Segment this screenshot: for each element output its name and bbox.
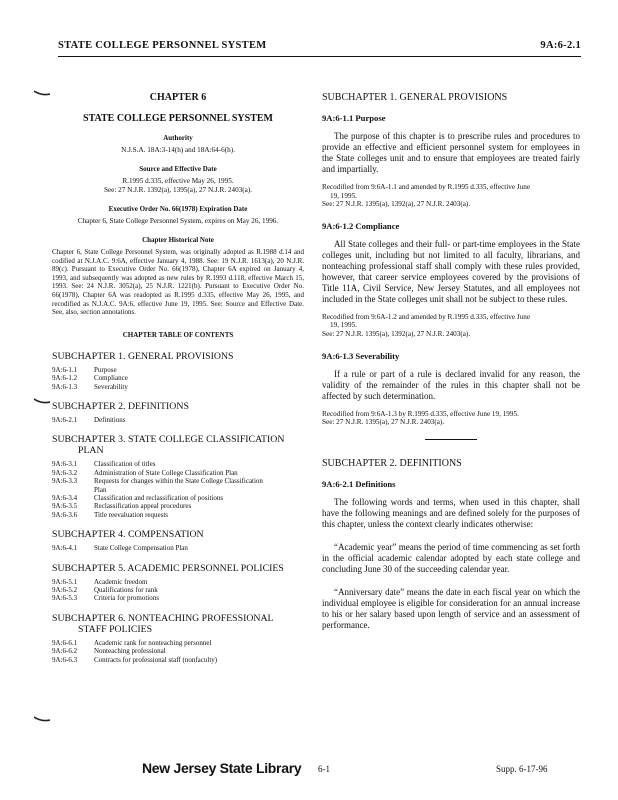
toc-section-number: 9A:6-5.3 [52,594,78,603]
toc-section-title: State College Compensation Plan [94,544,188,553]
margin-mark [34,398,50,404]
section-body: All State colleges and their full- or part-time employees in the State colleges unit, including but not limited to all faculty, librarians, and nonteaching professional staff shall comply with these rules provided, however, that career service employees covered by the provisions of Title 11A, Civil Service, New Jersey Statutes, and all employees not included in the State colleges unit shall not be subject to these rules. [322,238,580,304]
page-number: 6-1 [318,764,330,774]
toc-section-number: 9A:6-3.5 [52,502,78,511]
toc-entry [52,366,304,374]
historical-note-heading: Chapter Historical Note [142,236,214,244]
margin-mark [34,716,50,722]
toc-entry [52,647,304,655]
toc-section-title: Title reevaluation requests [94,510,169,519]
toc-section-number: 9A:6-3.1 [52,460,78,469]
toc-subchapter-heading: SUBCHAPTER 2. DEFINITIONS [52,400,189,412]
toc-section-title: Administration of State College Classification Plan [94,468,238,477]
toc-entry [52,594,304,602]
subchapter-2-title: SUBCHAPTER 2. DEFINITIONS [322,457,462,469]
toc-subchapter-heading-cont: STAFF POLICIES [78,623,153,635]
section-heading: 9A:6-1.2 Compliance [322,220,400,231]
note-line: 19, 1995. [330,191,357,200]
toc-section-title: Academic freedom [94,577,148,586]
toc-section-list [52,639,304,664]
toc-section-title: Classification of titles [94,460,156,469]
source-heading: Source and Effective Date [139,165,217,173]
toc-entry [52,578,304,586]
toc-section-title: Requests for changes within the State College Classification [94,477,263,486]
margin-mark [34,90,50,96]
source-text [52,177,304,195]
toc-entry [52,469,304,477]
toc-section-number: 9A:6-4.1 [52,544,78,553]
source-line: See: 27 N.J.R. 1392(a), 1395(a), 27 N.J.R. 2403(a). [103,186,253,194]
authority-text: N.J.S.A. 18A:3-14(h) and 18A:64-6(h). [121,146,235,154]
toc-section-number: 9A:6-6.3 [52,655,78,664]
toc-section-list [52,416,304,424]
toc-subchapter-heading: SUBCHAPTER 1. GENERAL PROVISIONS [52,350,234,362]
toc-section-number: 9A:6-6.1 [52,638,78,647]
toc-section-number: 9A:6-1.2 [52,374,78,383]
toc-section-number: 9A:6-3.3 [52,477,78,486]
header-title: STATE COLLEGE PERSONNEL SYSTEM [58,40,267,51]
toc-subchapter-heading: SUBCHAPTER 5. ACADEMIC PERSONNEL POLICIES [52,562,284,574]
toc-section-number: 9A:6-3.2 [52,468,78,477]
toc-entry [52,477,304,485]
toc-section-title-cont: Plan [94,485,107,494]
toc-entry [52,656,304,664]
recodification-note [322,313,580,339]
toc-section-title: Contracts for professional staff (nonfaculty) [94,655,218,664]
toc-section-number: 9A:6-2.1 [52,415,78,424]
recodification-note [322,183,580,209]
source-line: R.1995 d.335, effective May 26, 1995. [122,177,234,185]
toc-entry [52,374,304,382]
table-of-contents [52,351,304,664]
toc-subchapter-heading: SUBCHAPTER 3. STATE COLLEGE CLASSIFICATION [52,434,285,446]
recodification-note [322,410,580,427]
left-column [52,92,304,674]
toc-subchapter-heading-cont: PLAN [78,445,104,457]
toc-subchapter-heading: SUBCHAPTER 6. NONTEACHING PROFESSIONAL [52,612,274,624]
note-line: Recodified from 9:6A-1.3 by R.1995 d.335, effective June 19, 1995. [322,409,519,418]
toc-entry [52,416,304,424]
header-section-number: 9A:6-2.1 [540,40,581,51]
definition-anniversary-date: “Anniversary date” means the date in each fiscal year on which the individual employee is eligible for consideration for an annual increase to his or her salary based upon length of service and an assessment of performance. [322,586,580,630]
executive-order-heading: Executive Order No. 66(1978) Expiration Date [108,205,248,213]
header-rule [58,56,581,57]
section-body: The purpose of this chapter is to prescribe rules and procedures to provide an effective and efficient personnel system for employees in the State colleges unit and to ensure that employees are treated fairly and impartially. [322,131,580,174]
section-heading: 9A:6-2.1 Definitions [322,478,396,489]
toc-section-list [52,578,304,603]
toc-section-number: 9A:6-3.4 [52,494,78,502]
toc-section-title: Academic rank for nonteaching personnel [94,638,212,647]
note-line: See: 27 N.J.R. 1395(a), 1392(a), 27 N.J.R. 2403(a). [322,329,471,338]
toc-section-number: 9A:6-5.2 [52,586,78,595]
note-line: See: 27 N.J.R. 1395(a), 27 N.J.R. 2403(a). [322,418,445,427]
toc-title: CHAPTER TABLE OF CONTENTS [122,330,234,339]
right-column [322,92,580,639]
toc-entry [52,460,304,468]
toc-section-title: Criteria for promotions [94,594,159,603]
toc-section-title: Severability [94,382,128,391]
toc-section-number: 9A:6-5.1 [52,577,78,586]
authority-heading: Authority [163,134,193,142]
toc-entry [52,586,304,594]
toc-section-title: Compliance [94,374,128,383]
toc-entry [52,494,304,502]
note-line: Recodified from 9:6A-1.1 and amended by R.1995 d.335, effective June [322,183,531,191]
chapter-name: STATE COLLEGE PERSONNEL SYSTEM [83,113,273,124]
page-footer [0,760,618,784]
note-line: See: 27 N.J.R. 1395(a), 1392(a), 27 N.J.R. 2403(a). [322,200,471,209]
historical-note-text: Chapter 6, State College Personnel System, was originally adopted as R.1988 d.14 and codified at N.J.A.C. 9:6A, effective January 4, 1988. See: 19 N.J.R. 1613(a), 20 N.J.R. 89(c). Pursuant to Executive Order No. 66(1978), Chapter 6A expired on January 4, 1993, and subsequently was adopted as new rules by R.1993 d.118, effective March 15, 1993. See: 24 N.J.R. 3052(a), 25 N.J.R. 1221(b). Pursuant to Executive Order No. 66(1978), Chapter 6A was readopted as R.1995 d.335, effective May 26, 1995, and recodified as N.J.A.C. 9A:6, effective June 19, 1995. See: Source and Effective Date. See, also, section annotations. [52,248,304,317]
supplement-date: Supp. 6-17-96 [496,764,548,774]
note-line: 19, 1995. [330,321,357,330]
section-body: If a rule or part of a rule is declared invalid for any reason, the validity of the remainder of the rules in this chapter shall not be affected by such determination. [322,368,580,401]
toc-section-title: Nonteaching professional [94,647,166,656]
toc-entry [52,511,304,519]
toc-section-title: Reclassification appeal procedures [94,502,192,511]
toc-entry [52,544,304,552]
executive-order-text: Chapter 6, State College Personnel System, expires on May 26, 1996. [77,217,279,225]
section-heading: 9A:6-1.3 Severability [322,350,400,361]
definition-academic-year: “Academic year” means the period of time commencing as set forth in the official academic calendar adopted by each state college and concluding June 30 of the succeeding calendar year. [322,541,580,574]
running-header [58,40,581,54]
toc-section-number: 9A:6-1.3 [52,382,78,391]
section-body: The following words and terms, when used in this chapter, shall have the following meanings and are defined solely for the purposes of this chapter, unless the context clearly indicates otherwise: [322,496,580,529]
toc-section-title: Definitions [94,415,126,424]
toc-entry [52,502,304,510]
subchapter-1-title: SUBCHAPTER 1. GENERAL PROVISIONS [322,92,508,103]
toc-section-number: 9A:6-6.2 [52,647,78,656]
chapter-label: CHAPTER 6 [149,92,207,103]
toc-section-number: 9A:6-1.1 [52,365,78,374]
toc-section-title: Qualifications for rank [94,586,158,595]
toc-section-title: Classification and reclassification of positions [94,494,224,502]
note-line: Recodified from 9:6A-1.2 and amended by R.1995 d.335, effective June [322,312,531,321]
toc-subchapter-heading: SUBCHAPTER 4. COMPENSATION [52,529,204,541]
toc-section-list [52,460,304,519]
toc-entry [52,383,304,391]
toc-section-number: 9A:6-3.6 [52,510,78,519]
section-heading: 9A:6-1.1 Purpose [322,113,386,123]
toc-section-title: Purpose [94,365,117,374]
toc-section-list [52,366,304,391]
section-divider [425,439,477,440]
toc-entry [52,639,304,647]
library-stamp: New Jersey State Library [142,760,302,776]
toc-section-list [52,544,304,552]
